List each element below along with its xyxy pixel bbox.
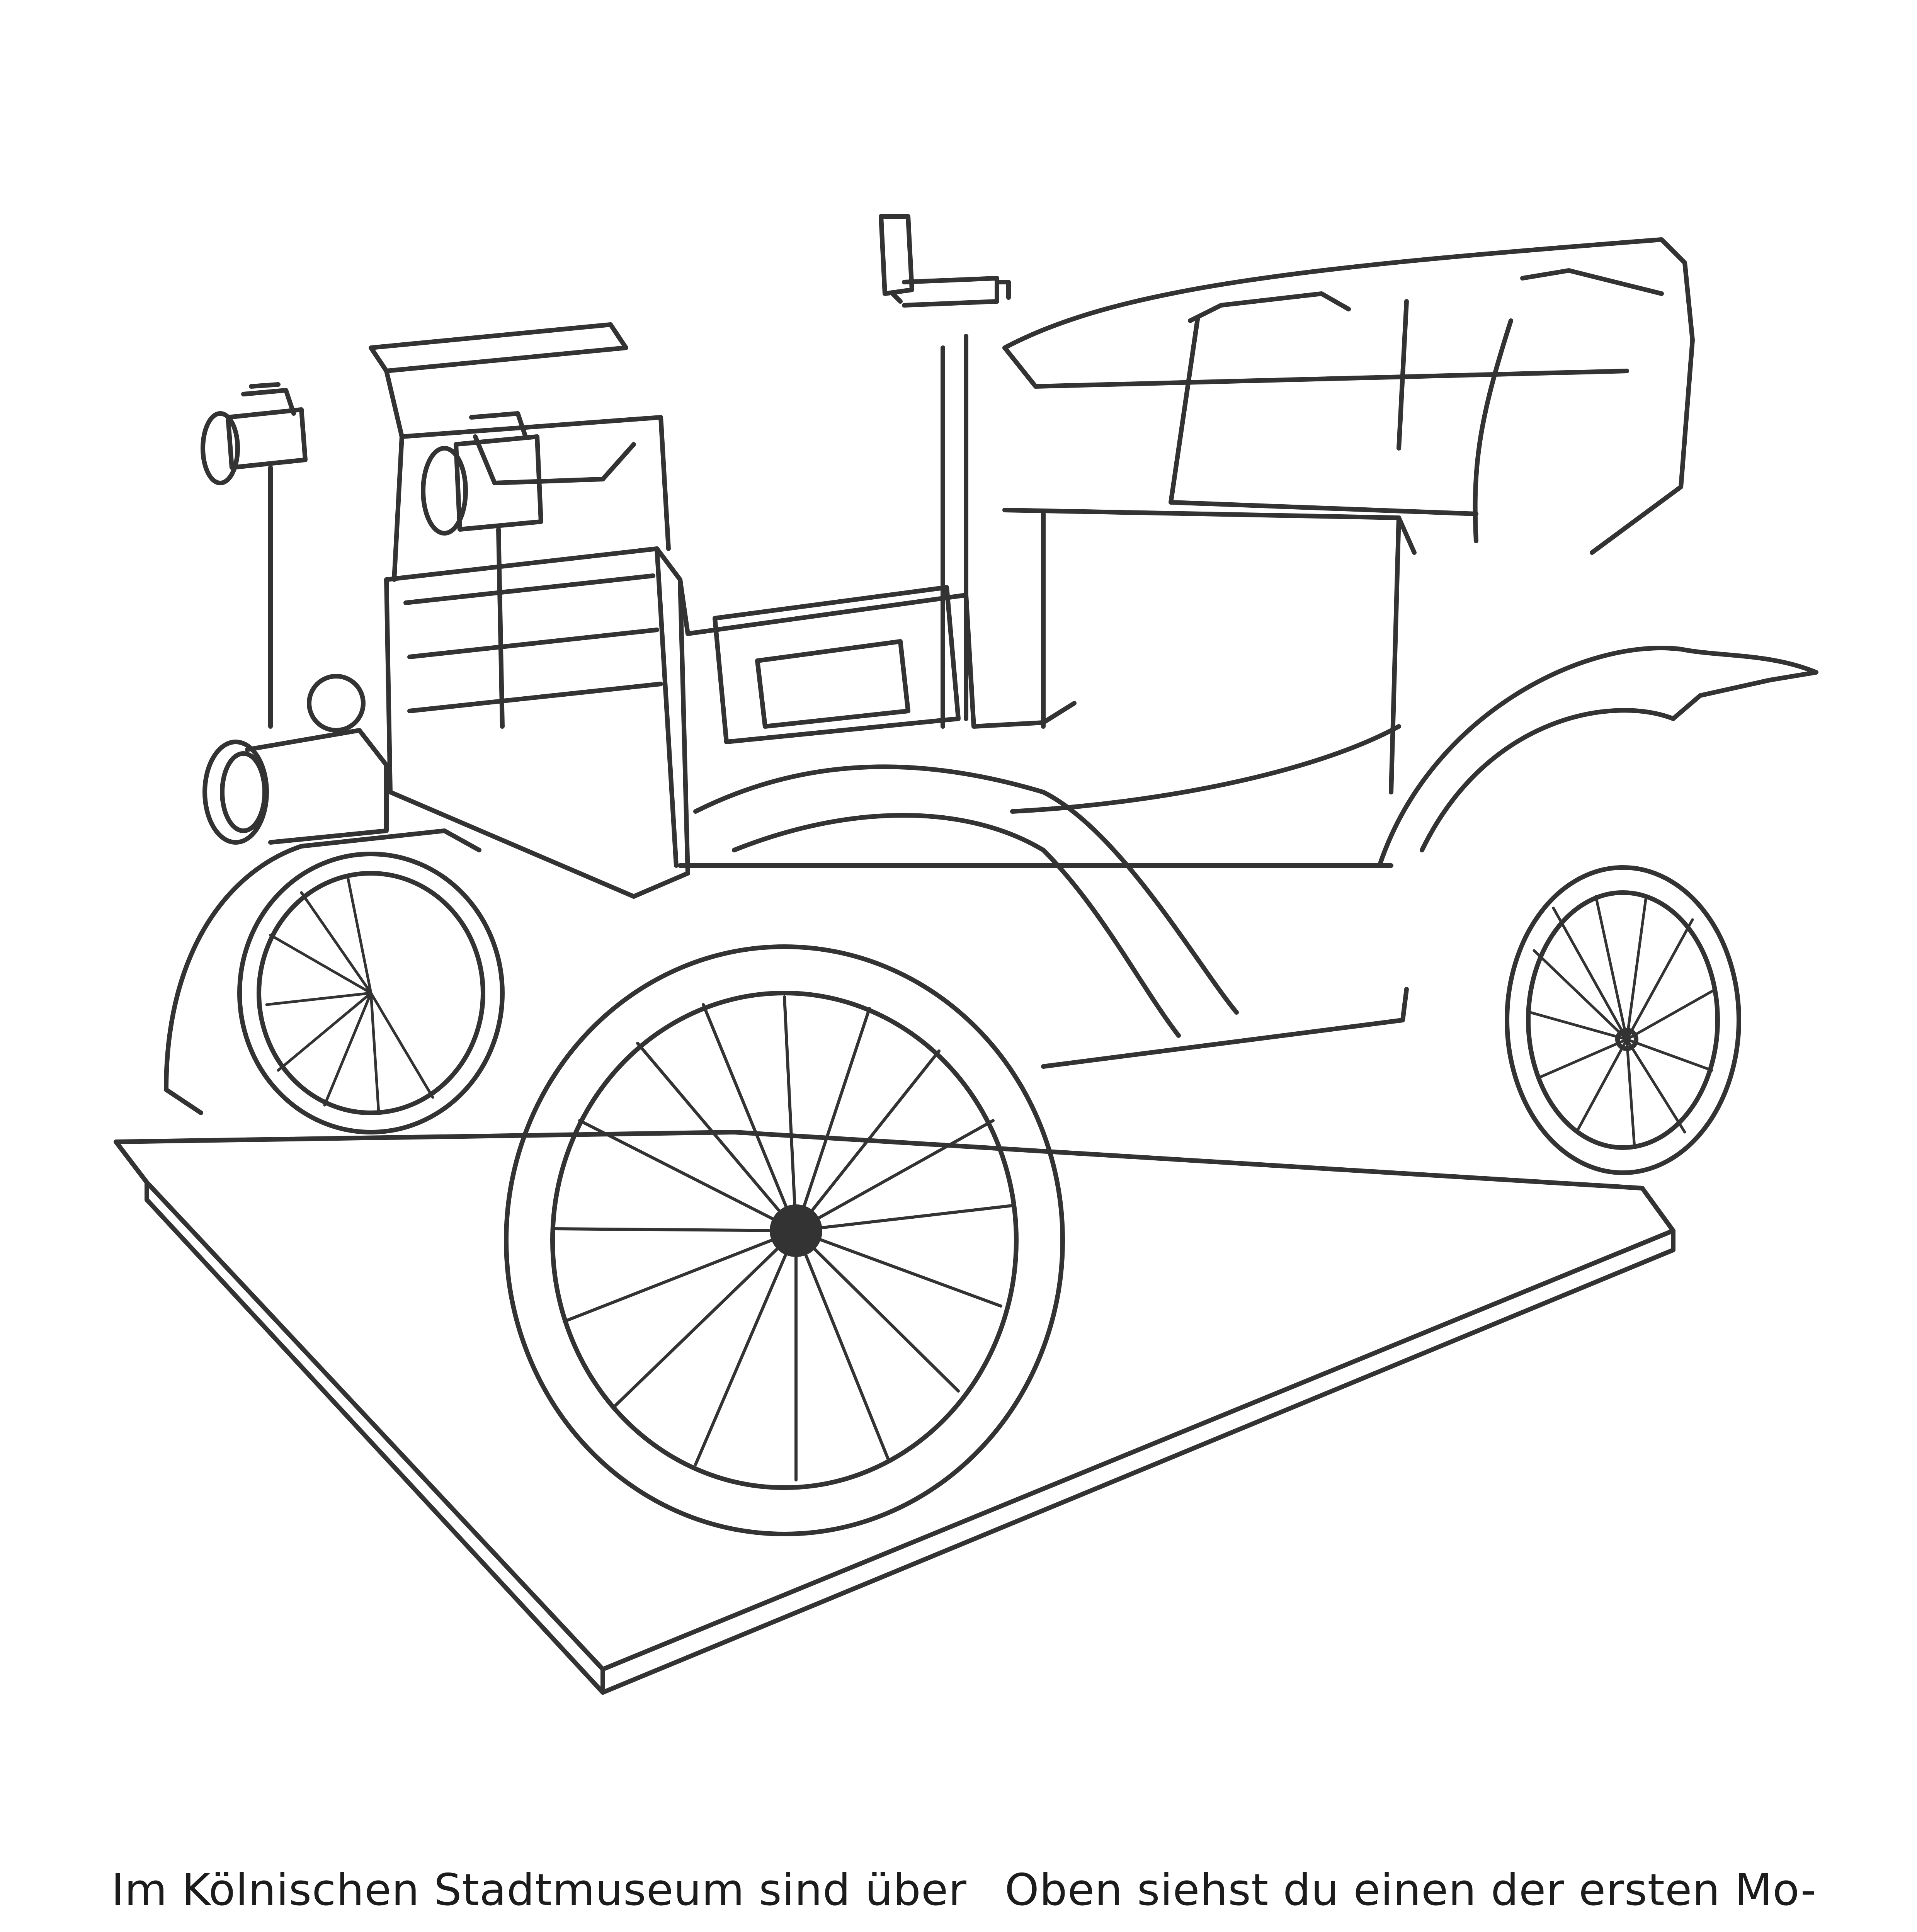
text-line: Im Kölnischen Stadtmuseum sind über xyxy=(111,1864,967,1915)
front-lamps xyxy=(203,384,541,842)
description-right-column xyxy=(1005,1853,1817,1932)
text-line xyxy=(111,1927,919,1932)
text-line: Oben siehst du einen der ersten Mo- xyxy=(1005,1864,1817,1915)
car-body xyxy=(371,216,1816,1066)
front-right-wheel xyxy=(506,947,1063,1534)
display-plinth xyxy=(116,1132,1673,1692)
rear-wheel xyxy=(1507,867,1739,1173)
text-line xyxy=(1005,1927,1812,1932)
rear-fender xyxy=(1379,648,1816,866)
front-left-wheel xyxy=(240,854,502,1132)
description-left-column xyxy=(111,1853,967,1932)
